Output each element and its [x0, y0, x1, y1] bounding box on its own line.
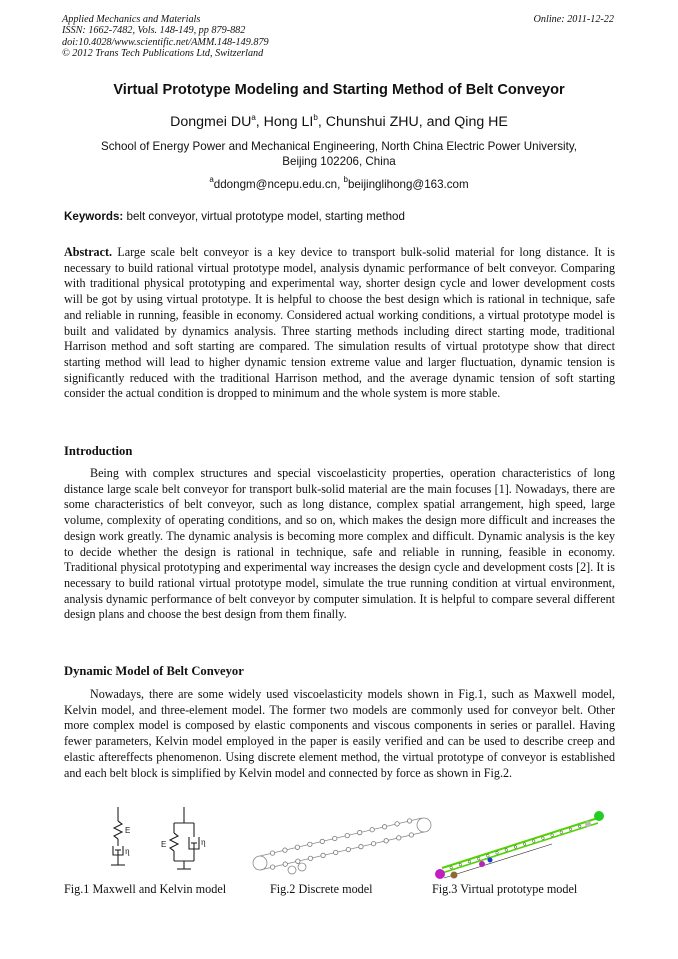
- upper-belt-line: [442, 818, 598, 868]
- belt-block-node: [397, 836, 401, 840]
- dynamic-model-paragraph: Nowadays, there are some widely used viscoelasticity models shown in Fig.1, such as Maxwell model, Kelvin model, and three-element model. The former two models are commonly used for conveyor belt. Other more complex model is composed by elastic components and viscous components in series or parallel. Having fewer parameters, Kelvin model employed in the paper is easily verified and can be used to describe creep and elastic aftereffects phenomenon. Using discrete element method, the virtual prototype of conveyor is established and each belt block is simplified by Kelvin model and connected by force as shown in Fig.2.: [64, 687, 615, 780]
- author-separator: ,: [255, 114, 264, 130]
- belt-block-node: [308, 842, 312, 846]
- idler-roller: [505, 849, 508, 852]
- affiliation: [70, 139, 608, 169]
- maxwell-elastic-label: E: [125, 826, 131, 835]
- email-mark: b: [343, 175, 348, 184]
- figure-3-caption: Fig.3 Virtual prototype model: [432, 882, 578, 896]
- author-affil-mark: b: [313, 113, 318, 122]
- affiliation-line: Beijing 102206, China: [282, 155, 396, 168]
- belt-block-node: [384, 839, 388, 843]
- author-name: Chunshui ZHU, and Qing HE: [325, 114, 508, 130]
- idler-roller: [477, 857, 480, 860]
- author-emails: [40, 175, 638, 191]
- belt-block-node: [345, 833, 349, 837]
- author-affil-mark: a: [251, 113, 256, 122]
- keywords-label: Keywords:: [64, 210, 124, 223]
- idler-roller: [496, 852, 499, 855]
- drive-pulley: [479, 861, 485, 867]
- keywords-text: belt conveyor, virtual prototype model, starting method: [126, 210, 405, 223]
- idler-roller: [569, 828, 572, 831]
- kelvin-model: [170, 807, 199, 869]
- belt-block-node: [407, 819, 411, 823]
- belt-block-node: [370, 827, 374, 831]
- belt-block-node: [296, 859, 300, 863]
- belt-block-node: [382, 825, 386, 829]
- discrete-belt-blocks: [270, 819, 413, 870]
- idler-roller: [532, 840, 535, 843]
- belt-block-node: [395, 822, 399, 826]
- belt-block-node: [371, 841, 375, 845]
- figure-3-virtual-prototype: [432, 806, 612, 882]
- belt-block-node: [308, 856, 312, 860]
- journal-header: [62, 14, 269, 60]
- section-heading-introduction: Introduction: [64, 444, 133, 458]
- issn-line: ISSN: 1662-7482, Vols. 148-149, pp 879-882: [62, 25, 246, 37]
- belt-block-node: [320, 839, 324, 843]
- belt-block-node: [283, 848, 287, 852]
- paper-title: Virtual Prototype Modeling and Starting Method of Belt Conveyor: [113, 82, 565, 98]
- idler-roller: [578, 825, 581, 828]
- tail-drum: [435, 869, 445, 879]
- abstract-text: Large scale belt conveyor is a key device to transport bulk-solid material for long distance. It is necessary to build rational virtual prototype model, analysis dynamic performance of belt conveyor. Comparing with traditional physical prototyping and experimental way, shorter design cycle and lower development costs will be got by using virtual prototype. It is helpful to choose the best design which is rational in technique, safe and reliable in running, feasible in economy. Considered actual working conditions, a virtual prototype model is built and validated by dynamics analysis. Three starting methods including direct starting mode, traditional Harrison method and soft starting are compared. The simulation results of virtual prototype show that direct starting method will lead to higher dynamic tension extreme value and larger fluctuation, dynamic tension is significantly reduced with the traditional Harrison method, and the average dynamic tension of soft starting consider the actual condition is dropped to minimum and the whole system is more stable.: [64, 245, 615, 401]
- head-drum: [594, 811, 604, 821]
- author-name: Hong LI: [263, 114, 314, 130]
- affiliation-line: School of Energy Power and Mechanical Engineering, North China Electric Power University,: [101, 140, 577, 153]
- doi-line: doi:10.4028/www.scientific.net/AMM.148-149.879: [62, 36, 269, 48]
- figure-1-caption: Fig.1 Maxwell and Kelvin model: [64, 882, 227, 896]
- figure-2-discrete-model: [252, 812, 438, 882]
- snub-pulley: [585, 821, 591, 827]
- figure-2-caption: Fig.2 Discrete model: [270, 882, 373, 896]
- idler-roller: [487, 854, 490, 857]
- belt-block-node: [359, 844, 363, 848]
- idler-roller: [523, 843, 526, 846]
- bend-pulley: [488, 858, 493, 863]
- belt-block-node: [295, 845, 299, 849]
- kelvin-viscous-label: η: [201, 837, 206, 847]
- journal-name: Applied Mechanics and Materials: [62, 14, 201, 25]
- keywords-line: [64, 210, 405, 223]
- belt-block-node: [346, 847, 350, 851]
- kelvin-elastic-label: E: [161, 840, 167, 849]
- section-heading-dynamic-model: Dynamic Model of Belt Conveyor: [64, 664, 244, 678]
- email-mark: a: [209, 175, 214, 184]
- lower-belt-line: [442, 823, 598, 873]
- figure-1-viscoelastic-models: [100, 805, 210, 877]
- abstract-label: Abstract.: [64, 245, 113, 259]
- idler-roller: [450, 866, 453, 869]
- abstract-paragraph: [64, 245, 615, 402]
- belt-block-node: [321, 853, 325, 857]
- email-a: ddongm@ncepu.edu.cn,: [213, 178, 344, 191]
- belt-block-node: [409, 833, 413, 837]
- tension-weight: [451, 872, 458, 879]
- idler-roller: [560, 831, 563, 834]
- maxwell-viscous-label: η: [125, 846, 130, 856]
- author-separator: ,: [317, 114, 326, 130]
- belt-block-node: [270, 865, 274, 869]
- discrete-belt-outline: [253, 818, 431, 874]
- email-b: beijinglihong@163.com: [347, 178, 469, 191]
- idler-roller: [459, 863, 462, 866]
- idler-roller: [514, 846, 517, 849]
- copyright-line: © 2012 Trans Tech Publications Ltd, Switzerland: [62, 48, 264, 60]
- introduction-paragraph: Being with complex structures and special viscoelasticity properties, operation characteristics of long distance large scale belt conveyor for transport bulk-solid material are the main focuses [1]. Nowadays, there are some characteristics of belt conveyor, such as long distance, complex spatial arrangement, high speed, large volume, complexity of operating conditions, and so on, which makes the design more difficult and increases the design work greatly. The dynamic analysis is becoming more complex and difficult. Dynamic analysis is the key to decide whether the design is rational in technique, safe and reliable in running, feasible in economy. Traditional physical prototyping and experimental way increases the design cycle and development costs [2]. It is necessary to build rational virtual prototype model, simulate the true running condition at virtual environment, analysis dynamic performance of belt conveyor by computer simulation. It is helpful to compare several different design plans and choose the best design from them finally.: [64, 466, 615, 622]
- online-date: Online: 2011-12-22: [533, 14, 614, 25]
- author-list: [40, 113, 638, 130]
- maxwell-model: [111, 807, 125, 865]
- idler-roller: [551, 834, 554, 837]
- belt-block-node: [357, 830, 361, 834]
- belt-block-node: [283, 862, 287, 866]
- belt-block-node: [270, 851, 274, 855]
- idler-roller: [542, 837, 545, 840]
- belt-block-node: [333, 850, 337, 854]
- idler-roller: [468, 860, 471, 863]
- idler-rollers: [450, 822, 590, 869]
- author-name: Dongmei DU: [170, 114, 252, 130]
- belt-block-node: [333, 836, 337, 840]
